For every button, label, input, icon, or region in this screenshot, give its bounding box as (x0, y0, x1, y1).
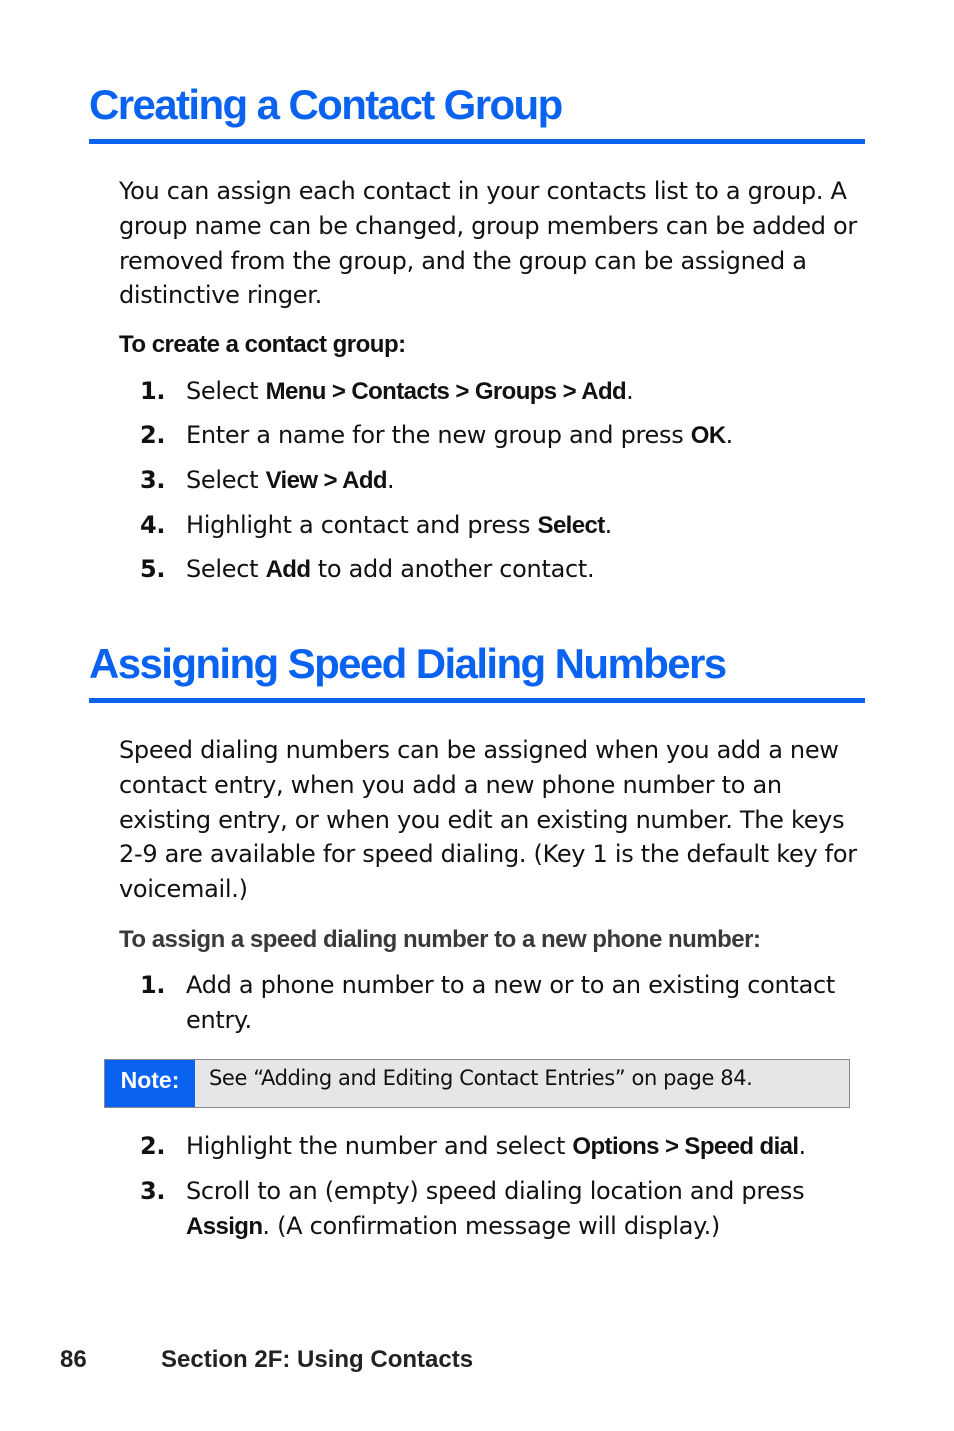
step-text: Highlight a contact and press Select. (186, 511, 612, 539)
menu-command: Add (265, 556, 311, 583)
step-number: 5. (140, 555, 166, 583)
menu-command: Assign (186, 1212, 263, 1240)
section-divider (89, 139, 865, 144)
step-number: 4. (140, 511, 166, 539)
intro-paragraph-speed-dialing: Speed dialing numbers can be assigned when you add a new contact entry, when you add a new phone number to an existing entry, or when you edit an existing number. The keys 2-9 are available for speed dialing. (Key 1 is the default key for voicemail.) (119, 736, 857, 904)
note-label: Note: (105, 1060, 195, 1107)
step-number: 1. (140, 971, 166, 999)
step-text: Add a phone number to a new or to an existing contact entry. (186, 971, 835, 1034)
step-text: Select Add to add another contact. (186, 555, 595, 583)
menu-command: Options > Speed dial (572, 1133, 799, 1160)
menu-command: Select (537, 512, 605, 539)
step-text: Select View > Add. (186, 466, 395, 494)
step-number: 3. (140, 466, 166, 494)
procedure-title-speed-dialing: To assign a speed dialing number to a new phone number: (119, 926, 761, 953)
step-number: 2. (140, 421, 166, 449)
step-text: Scroll to an (empty) speed dialing location and press Assign. (A confirmation message will display.) (186, 1177, 805, 1240)
step-text: Highlight the number and select Options > Speed dial. (186, 1132, 806, 1160)
menu-command: OK (690, 422, 726, 449)
step-number: 3. (140, 1177, 166, 1205)
menu-command: View > Add (265, 467, 387, 494)
step-text: Enter a name for the new group and press OK. (186, 421, 733, 449)
note-text: See “Adding and Editing Contact Entries” on page 84. (209, 1066, 753, 1090)
step-text: Select Menu > Contacts > Groups > Add. (186, 377, 634, 405)
note-box (104, 1059, 850, 1108)
section-divider (89, 698, 865, 703)
page-number: 86 (60, 1346, 87, 1373)
intro-paragraph-contact-group: You can assign each contact in your contacts list to a group. A group name can be changed, group members can be added or removed from the group, and the group can be assigned a distinctive ringer. (119, 177, 857, 310)
footer-section-label: Section 2F: Using Contacts (161, 1346, 474, 1373)
section-title-speed-dialing: Assigning Speed Dialing Numbers (89, 640, 726, 687)
step-number: 1. (140, 377, 166, 405)
procedure-title-contact-group: To create a contact group: (119, 331, 406, 358)
step-number: 2. (140, 1132, 166, 1160)
menu-command: Menu > Contacts > Groups > Add (265, 378, 627, 405)
section-title-contact-group: Creating a Contact Group (89, 81, 562, 128)
